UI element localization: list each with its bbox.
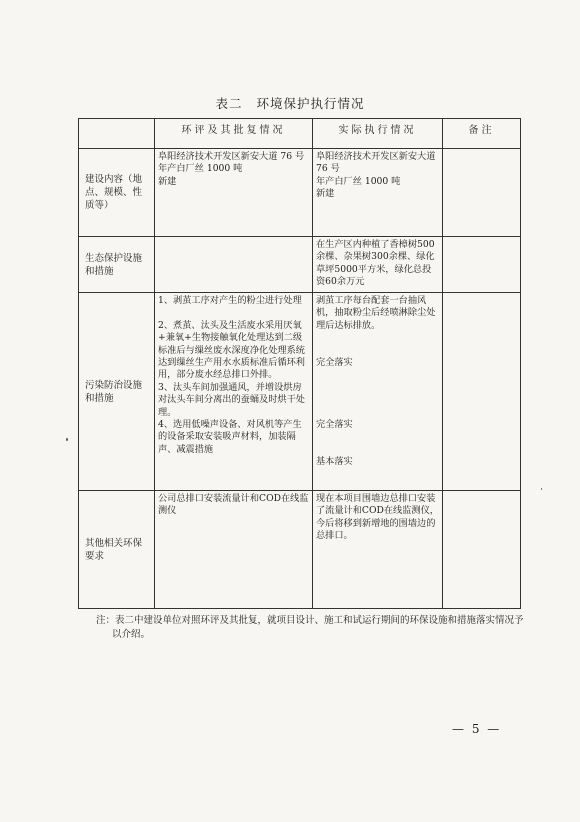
table-title-text: 环境保护执行情况 — [256, 96, 365, 111]
table-footnote: 注：表二中建设单位对照环评及其批复，就项目设计、施工和试运行期间的环保设施和措施落实情况予以介绍。 — [96, 615, 524, 640]
row-eia-cell: 1、剥茧工序对产生的粉尘进行处理 2、煮茧、汰头及生活废水采用厌氧+兼氧+生物接触氧化处理达到二级标准后与缫丝废水深度净化处理系统达到缫丝生产用水水质标准后循环利用，部分废水经总排口外排。 3、汰头车间加强通风，并增设烘房对汰头车间分离出的蚕蛹及时烘干处理。 4、选用低噪声设备、对风机等产生的设备采取安装吸声材料，加装隔声、减震措施 — [155, 293, 313, 491]
scan-speck — [541, 488, 542, 490]
header-actual: 实际执行情况 — [313, 119, 443, 149]
row-category: 其他相关环保要求 — [79, 491, 155, 609]
header-note: 备注 — [443, 119, 521, 149]
page-number: — 5 — — [452, 722, 502, 736]
row-category: 生态保护设施和措施 — [79, 237, 155, 293]
table-row — [79, 491, 521, 609]
environmental-protection-table — [78, 118, 521, 609]
table-number: 表二 — [215, 96, 243, 111]
header-row — [79, 119, 521, 149]
row-eia-cell: 公司总排口安装流量计和COD在线监测仪 — [155, 491, 313, 609]
row-actual-cell: 阜阳经济技术开发区新安大道 76 号 年产白厂丝 1000 吨 新建 — [313, 149, 443, 237]
row-note-cell — [443, 491, 521, 609]
row-note-cell — [443, 293, 521, 491]
row-category: 建设内容（地点、规模、性质等） — [79, 149, 155, 237]
row-actual-cell: 剥茧工序每台配套一台抽风机，抽取粉尘后经喷淋除尘处理后达标排放。 完全落实 完全落实 基本落实 — [313, 293, 443, 491]
table-row — [79, 237, 521, 293]
row-note-cell — [443, 149, 521, 237]
row-note-cell — [443, 237, 521, 293]
scan-speck — [66, 438, 68, 441]
header-category — [79, 119, 155, 149]
table-title — [0, 94, 580, 112]
table-row — [79, 149, 521, 237]
row-category: 污染防治设施和措施 — [79, 293, 155, 491]
row-actual-cell: 在生产区内种植了香樟树500余棵、杂果树300余棵、绿化草坪5000平方米，绿化总投资60余万元 — [313, 237, 443, 293]
row-actual-cell: 现在本项目围墙边总排口安装了流量计和COD在线监测仪，今后将移到新增地的围墙边的总排口。 — [313, 491, 443, 609]
table-row — [79, 293, 521, 491]
header-eia: 环评及其批复情况 — [155, 119, 313, 149]
row-eia-cell: 阜阳经济技术开发区新安大道 76 号 年产白厂丝 1000 吨 新建 — [155, 149, 313, 237]
row-eia-cell — [155, 237, 313, 293]
